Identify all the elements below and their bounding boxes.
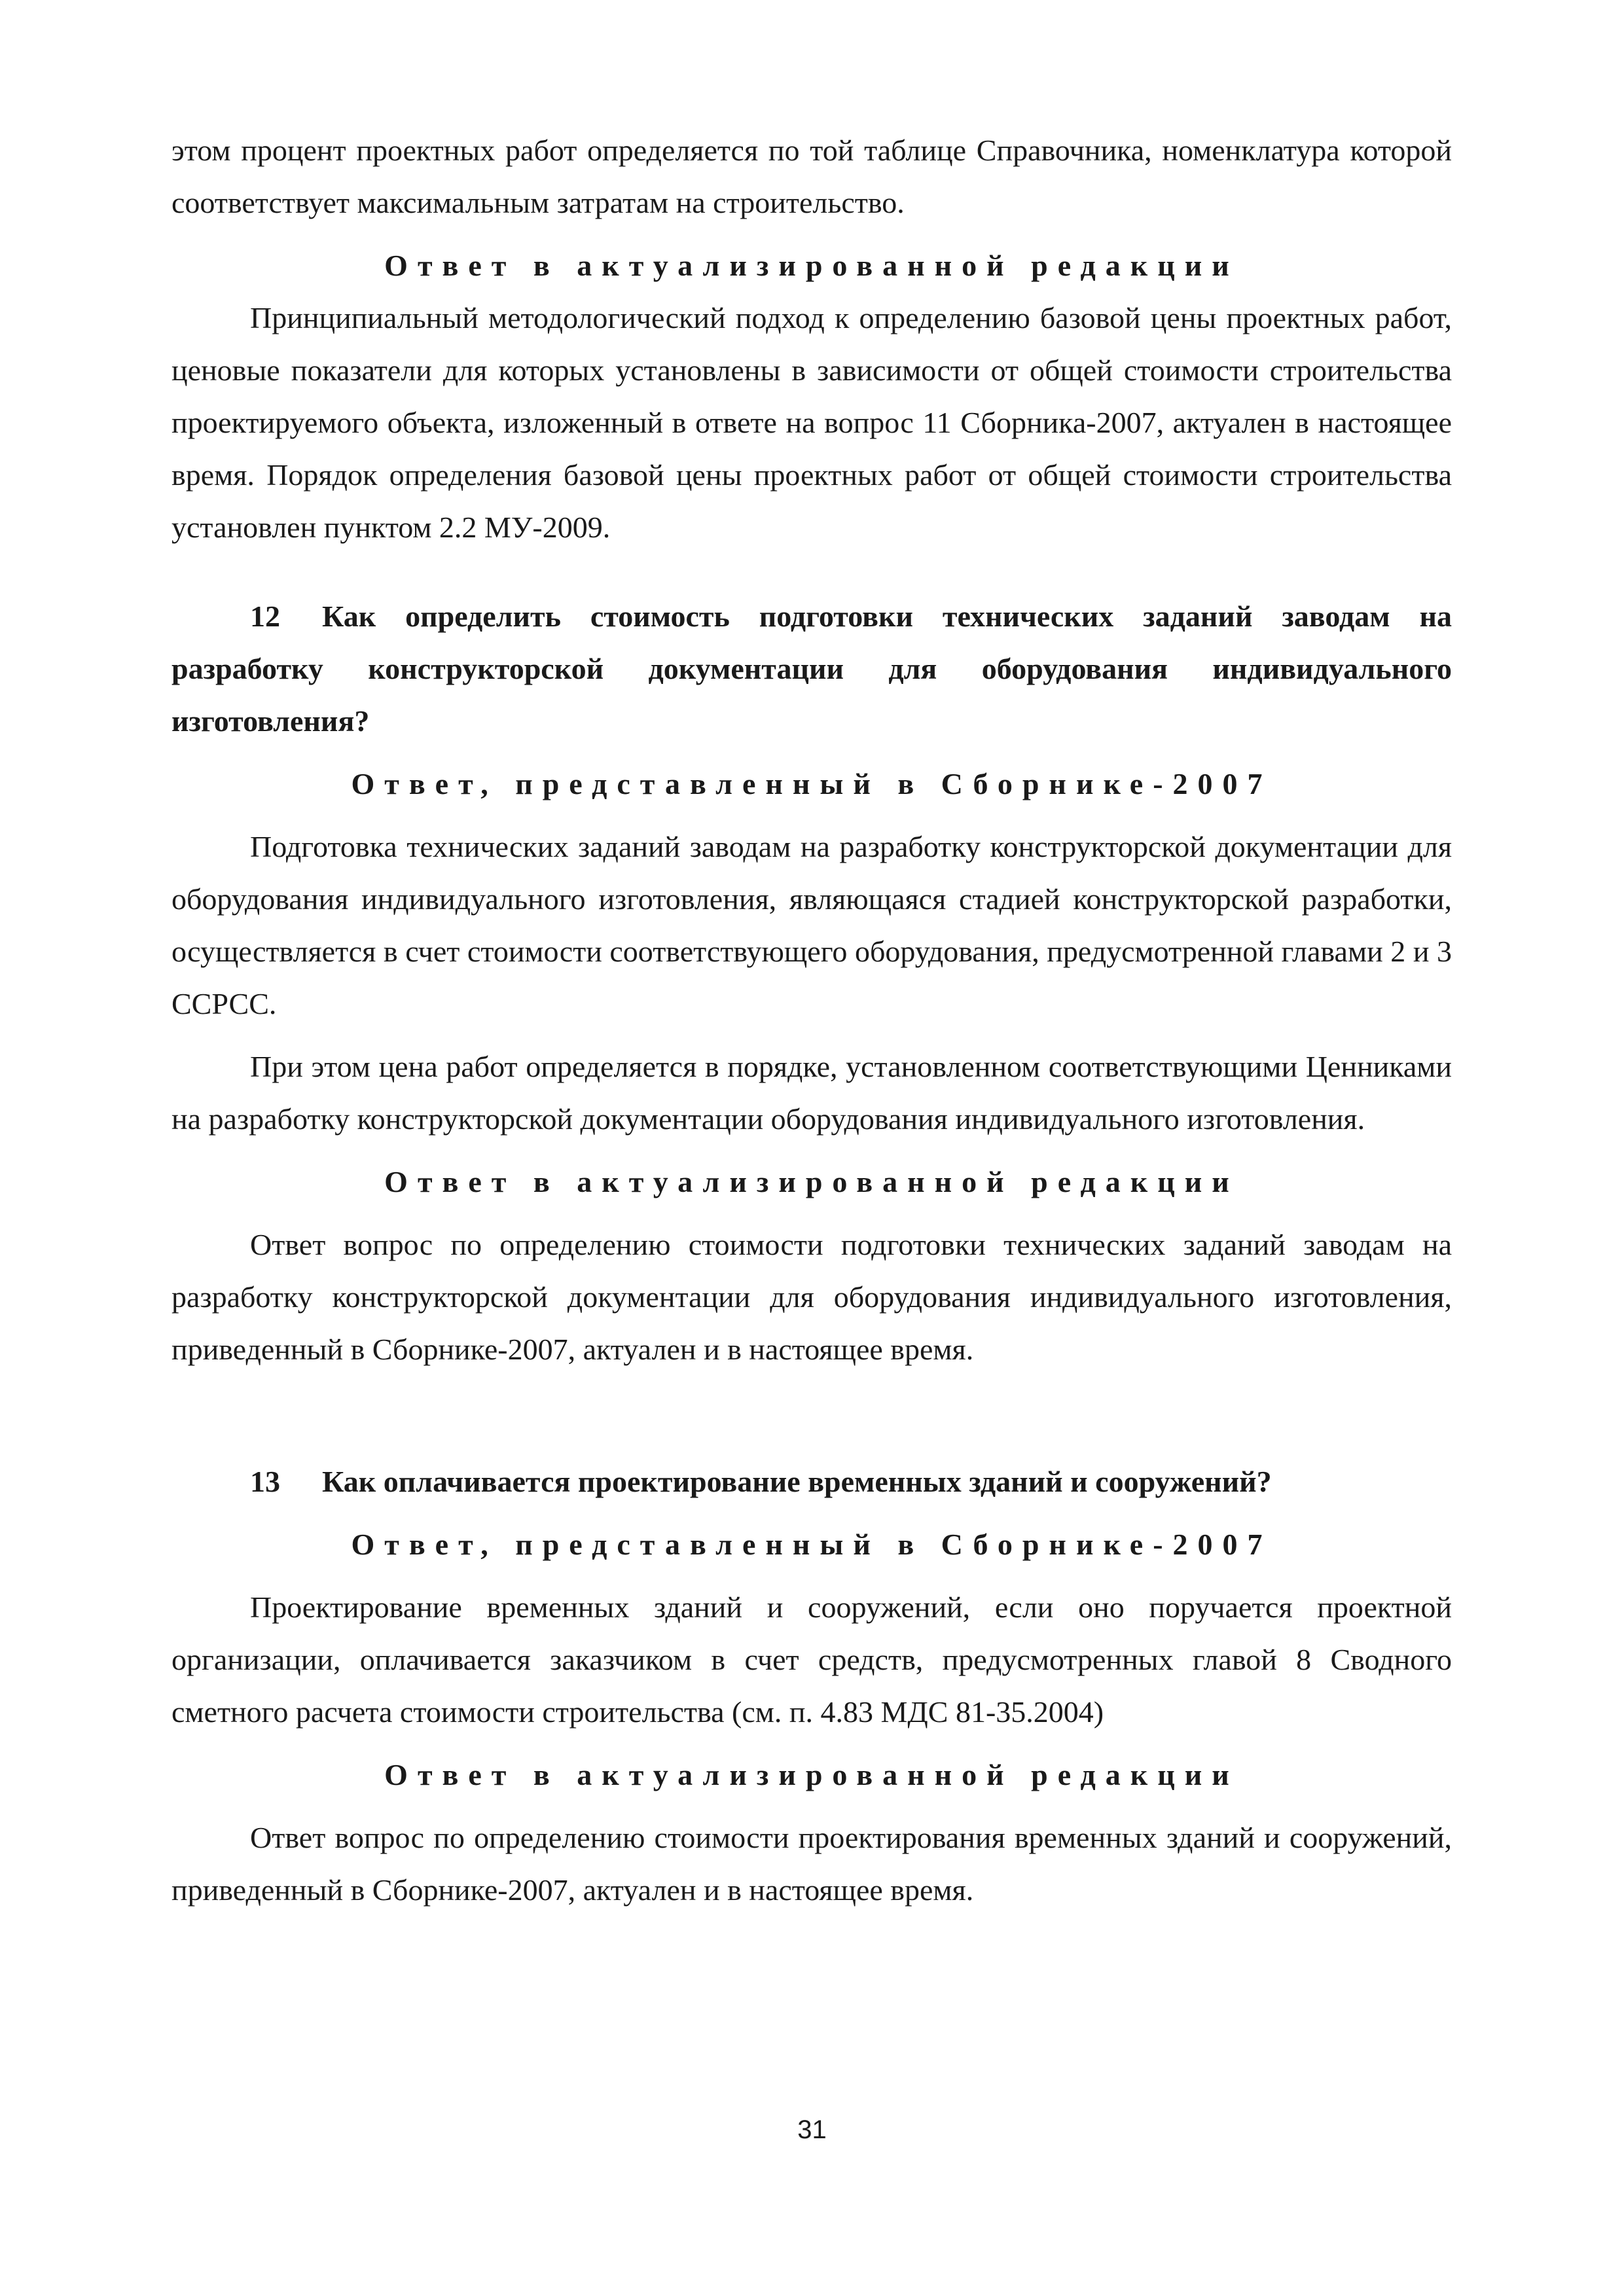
question-12 <box>171 590 1452 747</box>
paragraph-q12-2007-2: При этом цена работ определяется в порядке, установленном соответствующими Ценниками на разработку конструкторской документации оборудования индивидуального изготовления. <box>171 1050 1452 1136</box>
question-13-number: 13 <box>250 1465 280 1498</box>
page-number: 31 <box>797 2115 827 2144</box>
section-heading-2007-q12: Ответ, представленный в Сборнике-2007 <box>351 767 1272 800</box>
question-13-title: Как оплачивается проектирование временных зданий и сооружений? <box>322 1465 1272 1498</box>
paragraph-q13-2007: Проектирование временных зданий и сооружений, если оно поручается проектной организации, оплачивается заказчиком в счет средств, предусмотренных главой 8 Сводного сметного расчета стоимости строительства (см. п. 4.83 МДС 81-35.2004) <box>171 1590 1452 1729</box>
question-13 <box>171 1456 1452 1508</box>
question-12-number: 12 <box>250 600 280 633</box>
paragraph-q13-updated: Ответ вопрос по определению стоимости проектирования временных зданий и сооружений, приведенный в Сборнике-2007, актуален и в настоящее время. <box>171 1821 1452 1907</box>
section-heading-updated-q12: Ответ в актуализированной редакции <box>384 1165 1239 1198</box>
continued-paragraph: этом процент проектных работ определяется по той таблице Справочника, номенклатура которой соответствует максимальным затратам на строительство. <box>171 134 1452 219</box>
page-content <box>171 124 1452 1916</box>
section-heading-updated-q13: Ответ в актуализированной редакции <box>384 1758 1239 1791</box>
section-heading-2007-q13: Ответ, представленный в Сборнике-2007 <box>351 1528 1272 1561</box>
section-heading-updated-1: Ответ в актуализированной редакции <box>384 249 1239 282</box>
question-12-title: Как определить стоимость подготовки технических заданий заводам на разработку конструкторской документации для оборудования индивидуального изготовления? <box>171 600 1452 738</box>
paragraph-q12-updated: Ответ вопрос по определению стоимости подготовки технических заданий заводам на разработку конструкторской документации для оборудования индивидуального изготовления, приведенный в Сборнике-2007, актуален и в настоящее время. <box>171 1228 1452 1366</box>
paragraph-updated-1: Принципиальный методологический подход к определению базовой цены проектных работ, ценовые показатели для которых установлены в зависимости от общей стоимости строительства проектируемого объекта, изложенный в ответе на вопрос 11 Сборника-2007, актуален в настоящее время. Порядок определения базовой цены проектных работ от общей стоимости строительства установлен пунктом 2.2 МУ-2009. <box>171 301 1452 544</box>
paragraph-q12-2007-1: Подготовка технических заданий заводам на разработку конструкторской документации для оборудования индивидуального изготовления, являющаяся стадией конструкторской разработки, осуществляется в счет стоимости соответствующего оборудования, предусмотренной главами 2 и 3 ССРСС. <box>171 830 1452 1020</box>
